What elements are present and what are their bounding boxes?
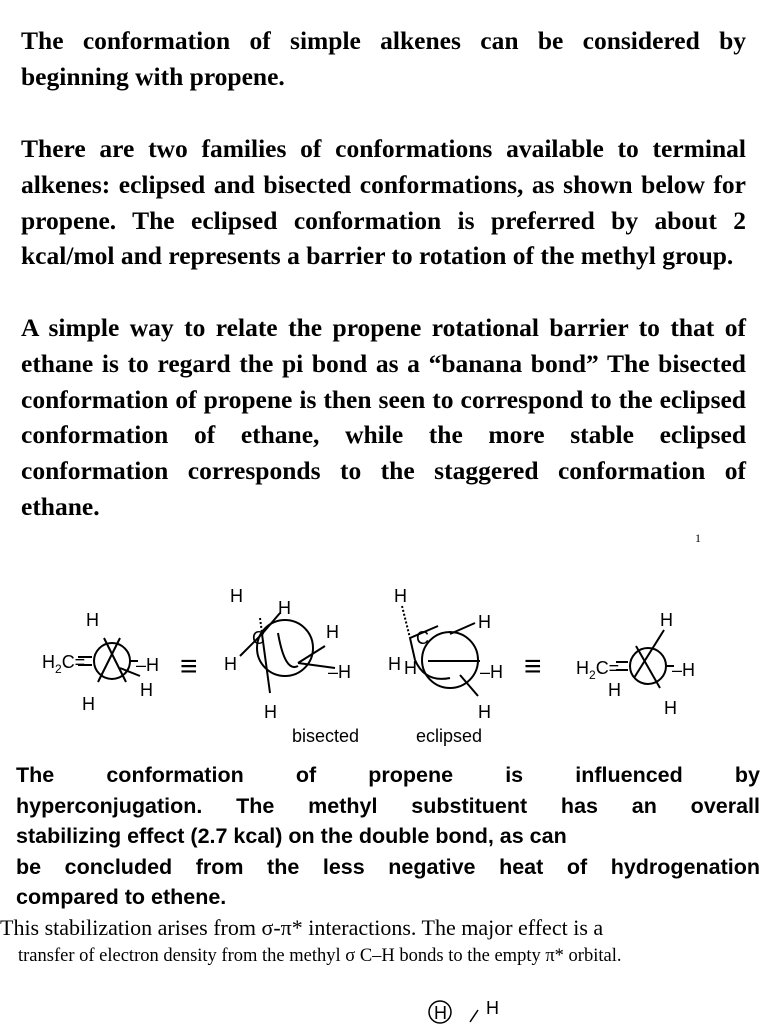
- atom-label-h: H: [86, 610, 99, 630]
- hyperconjugation-line-5: compared to ethene.: [16, 885, 227, 909]
- atom-label-h: H: [140, 680, 153, 700]
- atom-label-h: H: [478, 702, 491, 722]
- atom-label-h: H: [404, 658, 417, 678]
- stabilization-line-1: This stabilization arises from σ-π* interactions. The major effect is a: [0, 915, 604, 940]
- hyperconjugation-line-2: hyperconjugation. The methyl substituent has an overall: [16, 793, 760, 818]
- atom-label-h: H: [278, 598, 291, 618]
- equivalence-symbol-2: ≡: [524, 650, 542, 683]
- atom-label-h: H: [224, 654, 237, 674]
- bond-label-h: –H: [480, 662, 504, 682]
- intro-paragraph-3: A simple way to relate the propene rotational barrier to that of ethane is to regard the pi bond as a “banana bond” The bisected conformation of propene is then seen to correspond to the eclipsed conformation of ethane, while the more stable eclipsed conformation corresponds to the staggered conformation of ethane.: [21, 313, 746, 521]
- newman-circle-1: [94, 643, 130, 679]
- bisected-circle: [257, 620, 313, 676]
- intro-paragraph-1: The conformation of simple alkenes can be considered by beginning with propene.: [21, 26, 746, 91]
- atom-label-h: H: [434, 1003, 447, 1023]
- atom-label-h: H: [394, 586, 407, 606]
- orbital-diagram-fragment: [420, 992, 540, 1024]
- caption-eclipsed: eclipsed: [416, 726, 483, 746]
- atom-label-h: H: [264, 702, 277, 722]
- atom-label-h: H: [486, 998, 499, 1018]
- atom-label-h: H: [82, 694, 95, 714]
- stabilization-line-2: transfer of electron density from the methyl σ C–H bonds to the empty π* orbital.: [18, 946, 622, 966]
- atom-label-h: H: [664, 698, 677, 718]
- hyperconjugation-paragraph: [16, 760, 760, 913]
- bond-label-h: –H: [328, 662, 352, 682]
- atom-label-c: C: [252, 628, 265, 648]
- h2c-group-1: $H_2C=$: [42, 652, 86, 676]
- atom-label-c: C: [416, 628, 429, 648]
- propene-conformation-diagram: [30, 578, 740, 758]
- page-number: 1: [695, 531, 701, 545]
- caption-bisected: bisected: [292, 726, 360, 746]
- bond-label-h: –H: [672, 660, 696, 680]
- hyperconjugation-line-3: stabilizing effect (2.7 kcal) on the double bond, as can: [16, 824, 567, 848]
- atom-label-h: H: [388, 654, 401, 674]
- atom-label-h: H: [608, 680, 621, 700]
- atom-label-h: H: [230, 586, 243, 606]
- intro-paragraph-2: There are two families of conformations available to terminal alkenes: eclipsed and bisected conformations, as shown below for propene. The eclipsed conformation is preferred by about 2 kcal/mol and represents a barrier to rotation of the methyl group.: [21, 134, 746, 271]
- hyperconjugation-line-1: The conformation of propene is influenced by: [16, 763, 760, 787]
- bond-label-h: –H: [136, 655, 160, 675]
- atom-label-h: H: [478, 612, 491, 632]
- atom-label-h: H: [660, 610, 673, 630]
- h2c-group-2: $H_2C=$: [576, 658, 620, 682]
- hyperconjugation-line-4: be concluded from the less negative heat of hydrogenation: [16, 854, 760, 879]
- equivalence-symbol-1: ≡: [180, 650, 198, 683]
- atom-label-h: H: [326, 622, 339, 642]
